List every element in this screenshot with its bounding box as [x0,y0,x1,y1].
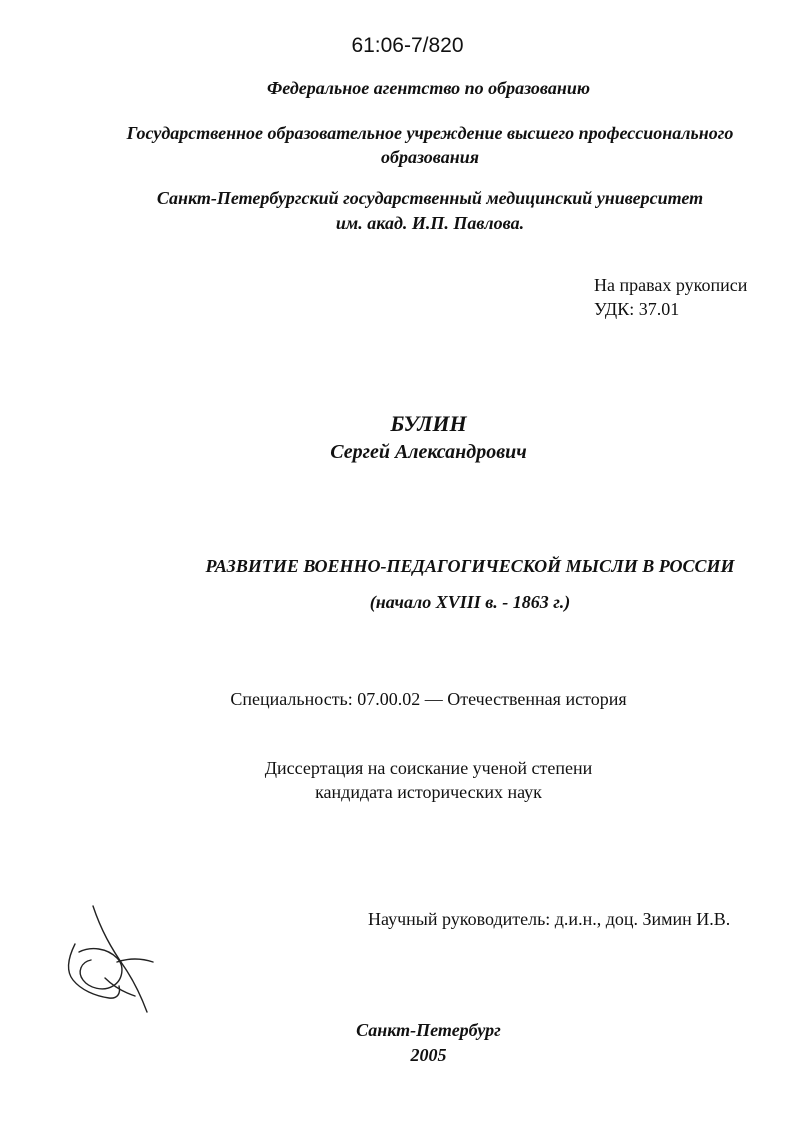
university-line-2: им. акад. И.П. Павлова. [335,213,525,233]
publication-block [0,1018,797,1068]
handwritten-signature [55,900,165,1020]
dissertation-title: РАЗВИТИЕ ВОЕННО-ПЕДАГОГИЧЕСКОЙ МЫСЛИ В РОССИИ [205,556,735,576]
author-surname: БУЛИН [390,411,467,436]
institution-line-2: образования [381,147,479,167]
specialty-line: Специальность: 07.00.02 — Отечественная история [230,689,627,709]
agency-name: Федеральное агентство по образованию [267,78,590,98]
degree-statement [0,756,797,804]
author-block [0,410,797,466]
author-given-names: Сергей Александрович [330,441,527,463]
university-line-1: Санкт-Петербургский государственный медицинский университет [156,188,704,208]
document-code: 61:06-7/820 [351,34,464,57]
degree-line-1: Диссертация на соискание ученой степени [264,758,593,778]
supervisor-line: Научный руководитель: д.и.н., доц. Зимин И.В. [368,909,731,929]
university-name [60,186,797,236]
institution-line-1: Государственное образовательное учреждение высшего профессионального [126,123,734,143]
manuscript-rights-label: На правах рукописи [594,275,748,295]
degree-line-2: кандидата исторических наук [315,782,542,802]
udk-code: УДК: 37.01 [594,299,680,319]
publication-year: 2005 [410,1045,447,1065]
publication-city: Санкт-Петербург [356,1020,501,1040]
manuscript-rights-block [594,273,784,321]
dissertation-period: (начало XVIII в. - 1863 г.) [369,592,571,612]
institution-name [60,121,797,169]
dissertation-title-block [140,548,797,620]
